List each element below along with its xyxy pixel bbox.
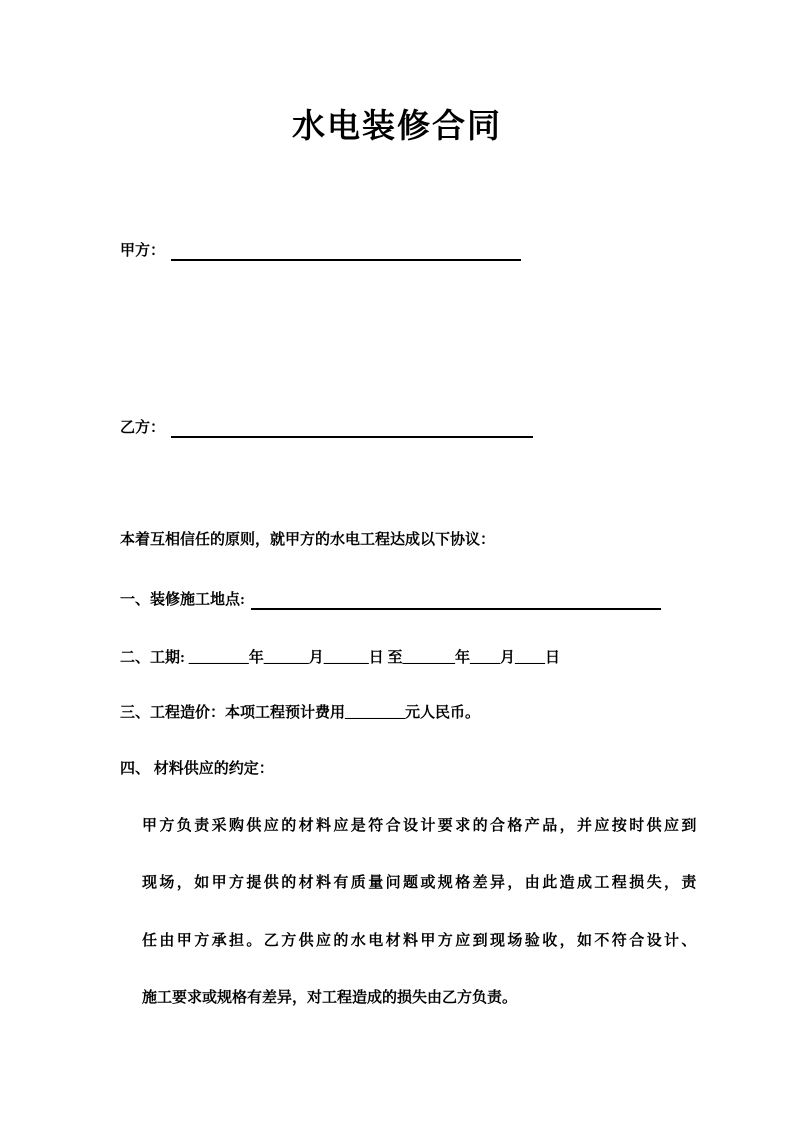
materials-paragraph-line-3: 任由甲方承担。乙方供应的水电材料甲方应到现场验收，如不符合设计、 [142,933,699,949]
clause-duration: 二、工期: ________年______月______日 至_______年____月____日 [120,650,560,666]
party-a-blank-line [171,244,521,261]
party-b-blank-line [171,421,533,438]
materials-paragraph-line-2: 现场，如甲方提供的材料有质量问题或规格差异，由此造成工程损失，责 [142,875,699,891]
clause-location-label: 一、装修施工地点: [120,592,245,608]
party-b-label: 乙方： [120,420,166,436]
party-a-label: 甲方： [120,243,166,259]
clause-location-row [120,590,661,610]
clause-materials-heading: 四、 材料供应的约定： [120,761,274,777]
document-title: 水电装修合同 [292,109,502,145]
party-b-row [120,418,533,438]
party-a-row [120,241,521,261]
intro-text: 本着互相信任的原则，就甲方的水电工程达成以下协议： [120,532,496,548]
materials-paragraph-line-4: 施工要求或规格有差异，对工程造成的损失由乙方负责。 [142,990,518,1006]
clause-cost: 三、工程造价：本项工程预计费用________元人民币。 [120,705,481,721]
materials-paragraph-line-1: 甲方负责采购供应的材料应是符合设计要求的合格产品，并应按时供应到 [142,818,699,834]
location-blank-line [251,593,661,610]
